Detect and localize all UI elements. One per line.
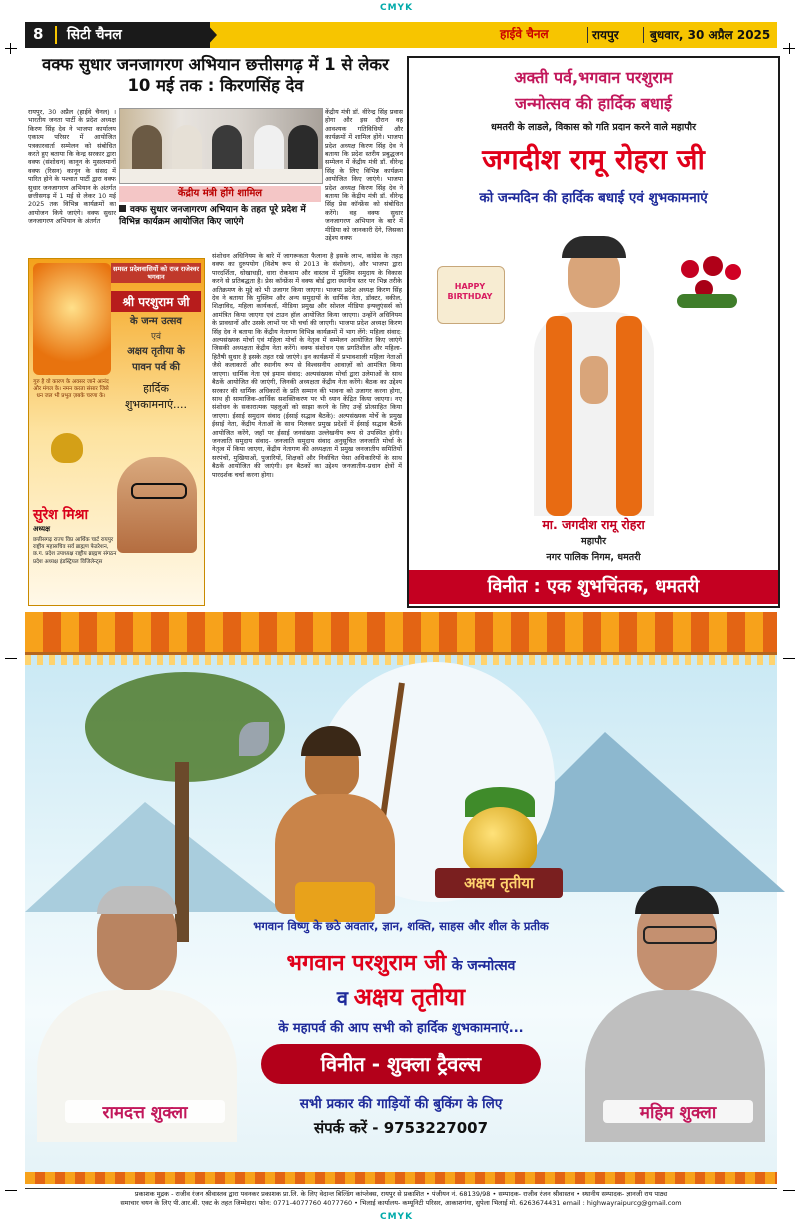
rose-bouquet-icon (671, 254, 751, 324)
divider (587, 27, 588, 43)
ad-honoree-name: जगदीश रामू रोहरा जी (482, 143, 705, 176)
cake-text: HAPPY BIRTHDAY (447, 282, 493, 301)
article-column-1: रायपुर, 30 अप्रैल (हाईवे चैनल) । भारतीय जनता पार्टी के प्रदेश अध्यक्ष किरण सिंह देव ने भाजपा कार्यालय एकात्म परिसर में आयोजित पत्रकारवार्ता सम्मेलन को संबोधित करते हुए बताया कि केन्द्र सरकार द्वारा वक्फ (संशोधन) कानून के मुसलमानों वक्फ (रिसन) कानून के संसद में पारित होने के पश्चात पार्टी द्वारा वक्फ सुधार जनजागरण अभियान के अंतर्गत छत्तीसगढ़ में 1 मई से लेकर 10 मई 2025 तक विभिन्न कार्यक्रमों का आयोजन किये जाएंगे। वक्फ सुधार जनजागरण अभियान के अंतर्गत (28, 108, 116, 226)
ad-line: जन्मोत्सव की हार्दिक बधाई (515, 94, 672, 113)
ad-line: को जन्मदिन की हार्दिक बधाई एवं शुभकामनाएं (479, 190, 708, 206)
press-conference-photo (119, 108, 323, 184)
ad-line: अक्षय तृतीया के (127, 346, 185, 357)
ad-person-role: अध्यक्ष (33, 525, 51, 533)
mandala-border-fringe (25, 655, 777, 665)
ad-line: अक्ती पर्व,भगवान परशुराम (514, 68, 673, 87)
page-number: 8 (33, 25, 44, 43)
ad-headline-2 (175, 980, 627, 1013)
ad-person-name: सुरेश मिश्रा (33, 507, 89, 523)
highlight-box-text: वक्फ सुधार जनजागरण अभियान के तहत पूरे प्रदेश में विभिन्न कार्यक्रम आयोजित किए जाएंगे (119, 205, 306, 227)
ad-headline-suffix: के जन्मोत्सव (451, 958, 516, 974)
crop-mark (10, 43, 11, 54)
suresh-mishra-ad (28, 258, 205, 606)
ad-line: के जन्म उत्सव (130, 316, 182, 327)
parshuram-illustration (33, 263, 111, 375)
caption-role: महापौर (581, 536, 606, 547)
shukla-travels-ad (25, 612, 777, 1184)
kalash-icon (455, 787, 545, 877)
ad-headline-conj: व (336, 986, 348, 1010)
akshaya-tritiya-badge: अक्षय तृतीया (435, 868, 563, 898)
ad-headline-name: भगवान परशुराम जी (286, 951, 447, 976)
ad-line: शुभकामनाएं.... (124, 398, 188, 411)
ad-headline-festival: अक्षय तृतीया (353, 983, 466, 1011)
ad-line: के महापर्व की आप सभी को हार्दिक शुभकामनाएं... (278, 1021, 524, 1036)
crop-mark (789, 43, 790, 54)
ad-line: एवं (151, 332, 161, 342)
section-title: सिटी चैनल (67, 27, 122, 43)
rohra-birthday-ad (407, 56, 780, 608)
suresh-mishra-photo (117, 457, 197, 553)
ad-line: भगवान विष्णु के छठे अवतार, ज्ञान, शक्ति, साहस और शील के प्रतीक (253, 919, 549, 933)
contact-label: संपर्क करें - (313, 1119, 379, 1137)
crop-mark (5, 658, 17, 659)
print-color-mark: CMYK (380, 3, 414, 13)
brand-name: हाईवे चैनल (500, 27, 549, 41)
ad-line: पावन पर्व की (132, 362, 180, 373)
rohra-photo (524, 216, 664, 516)
print-color-mark-bottom: CMYK (380, 1212, 414, 1222)
caption-place: नगर पालिक निगम, धमतरी (546, 552, 641, 563)
ad-line: हार्दिक (143, 382, 169, 395)
article-headline: वक्फ सुधार जनजागरण अभियान छत्तीसगढ़ में 1 से लेकर 10 मई तक : किरणसिंह देव (42, 55, 389, 95)
article-main-column: संशोधन अधिनियम के बारे में जागरूकता फैलाना है इसके लाभ, कांग्रेस के तहत वक्फ का दुरुपयोग (विशेष रूप से 2013 के संशोधन), और भाजपा द्वारा पारदर्शिता, धोखाधड़ी, धारा रोकथाम और वास्तव में मुस्लिम समुदाय के विकास करने से प्रतिबद्धता है। प्रेस कॉन्फ्रेंस में वक्फ बोर्ड द्वारा स्थानीय स्तर पर भिन्न तरीके अतिक्रमण के मुद्दे को भी उजागर किया जाएगा। भाजपा प्रदेश अध्यक्ष किरण सिंह देव ने बताया कि मुस्लिम और अन्य समुदायों के धार्मिक नेता, डॉक्टर, वकील, शिक्षाविद, महिला कार्यकर्ता, मीडिया प्रमुख और सोशल मीडिया इन्फ्लुएंसर्स को आमंत्रित किया जाएगा एवं टाउन हॉल आयोजित किया जाएगा। उन्होंने अधिनियम के प्रावधानों और उसके लाभों पर भी चर्चा की जाएगी। भाजपा प्रदेश अध्यक्ष किरण सिंह देव ने बताया कि केंद्रीय नेतागण विभिन्न कार्यक्रमों में भाग लेंगे: महिला संवाद: अल्पसंख्यक मोर्चा एवं महिला मोर्चा के नेतृत्व में सम्मेलन आयोजित किए जाएंगे जिसकी अध्यक्षता केंद्रीय नेता करेंगे। वक्फ संशोधन एक प्रगतिशील और महिला-हितैषी सुधार है इसके तहत रखे जाएंगे। इन कार्यक्रमों में प्रभावशाली महिला नेताओं जैसे कलाकारों और स्थानीय रूप से विश्वसनीय आवाज़ों को आमंत्रित किया जाएगा। धार्मिक नेता एवं इमाम संवाद: अल्पसंख्यक मोर्चा द्वारा उलेमाओं के साथ बैठकें आयोजित की जाएंगी, जिनकी अध्यक्षता केंद्रीय नेता करेंगे। बैठक का उद्देश्य सरकार की धार्मिक अधिकारों के प्रति सम्मान की भावना को उजागर करना होगा, साथ ही सामाजिक-आर्थिक सशक्तिकरण पर भी ध्यान केंद्रित किया जाएगा। नए संशोधन के सकारात्मक पहलुओं को साझा करने के लिए उन्हें प्रोत्साहित किया जाएगा। ईसाई समुदाय संवाद (ईसाई सद्भाव बैठकें): अल्पसंख्यक मोर्चे के प्रमुख ईसाई नेता, केंद्रीय नेताओं के साथ मिलकर प्रमुख प्रदेशों में ईसाई सद्भाव बैठकें आयोजित करेंगे, जहाँ पर ईसाई जनसंख्या उल्लेखनीय रूप से उपस्थित होगी। जनजाति समुदाय संवाद- जनजाति समुदाय संवाद अनुसूचित जनजाति मोर्चा के नेतृत्व में किया जाएगा, केंद्रीय नेतागण की अध्यक्षता में प्रमुख जनजातीय समितियों सरपंचों, मुखियाओं, पुजारियों, शिक्षकों और निर्वाचित पेसा अधिकारियों के साथ बैठकें आयोजित की जाएंगी। इन बैठकों का उद्देश्य जनजातीय-प्रधान क्षेत्रों में पारदर्शक चर्चा करना होगा। (212, 252, 402, 479)
right-person-name: महिम शुक्ला (603, 1100, 753, 1123)
ad-contact (175, 1118, 627, 1138)
caption-name: मा. जगदीश रामू रोहरा (542, 517, 645, 532)
divider (643, 27, 644, 43)
article-column-3: केंद्रीय मंत्री डॉ. वीरेन्द्र सिंह प्रवास होगा और इस दौरान वह आवश्यक गतिविधियों और कार्यक्रमों में शामिल होंगे। भाजपा प्रदेश अध्यक्ष किरण सिंह देव ने बताया कि प्रदेश स्तरीय प्रबुद्धजन सम्मेलन में केंद्रीय मंत्री डॉ. वीरेन्द्र सिंह के लिए विभिन्न कार्यक्रम आयोजित किए जाएंगे। भाजपा प्रदेश अध्यक्ष किरण सिंह देव ने बताया कि केंद्रीय मंत्री डॉ. वीरेन्द्र सिंह प्रेस कॉन्फ्रेंस को संबोधित करेंगे। वह वक्फ सुधार जनजागरण अभियान के बारे में मीडिया को जानकारी देंगे, जिसका उद्देश्य वक्फ (325, 108, 403, 243)
kalash-icon (51, 433, 83, 463)
issue-date: बुधवार, 30 अप्रैल 2025 (650, 28, 771, 42)
parshuram-figure (235, 682, 435, 932)
mandala-border (25, 612, 777, 655)
crop-mark (5, 48, 17, 49)
crop-mark (783, 1190, 795, 1191)
section-tab (25, 22, 210, 48)
ad-verse: गुरु है वो कारण के अवसर जाने आनंद और मंगल के। नमन करता संसार जिसे धन जल भी प्रभुत ज़बके चरणा के। (33, 379, 109, 399)
ad-line: सभी प्रकार की गाड़ियों की बुकिंग के लिए (299, 1096, 503, 1112)
imprint-line-1: प्रकाशक मुद्रक - राजीव रंजन श्रीवास्तव द्वारा पवनकर प्रकाशक प्रा.लि. के लिए वेदान्त बिल्डिंग कांप्लेक्स, रायपुर से प्रकाशित • पंजीयन नं. 68139/98 • सम्पादक- राजीव रंजन श्रीवास्तव • स्थानीय सम्पादक- ज्ञानजी राय पाठ्य (134, 1190, 668, 1198)
ad-footer-banner: विनीत : एक शुभचिंतक, धमतरी (409, 570, 778, 604)
highlight-box-title: केंद्रीय मंत्री होंगे शामिल (119, 186, 321, 202)
imprint-footer (25, 1190, 777, 1208)
ad-sponsor-banner: विनीत - शुक्ला ट्रैवल्स (261, 1044, 541, 1084)
edition-city: रायपुर (592, 28, 619, 42)
birthday-cake-icon (433, 256, 507, 326)
mandala-border-bottom (25, 1172, 777, 1184)
ad-deity-name: श्री परशुराम जी (111, 291, 201, 312)
ad-person-details: छत्तीसगढ़ राज्य विप्र आर्थिक चार्ट रायपुर राष्ट्रीय महासचिव सर्व ब्राह्मण फेडरेशन, छ.ग. प्रदेश उपाध्यक्ष राष्ट्रीय ब्राह्मण संगठन प्रदेश अध्यक्ष इंडस्ट्रियल विजिलेन्ट्स (33, 537, 117, 565)
footer-rule (25, 1188, 777, 1189)
imprint-line-2: समाचार चयन के लिए पी.आर.बी. एक्ट के तहत जिम्मेदार। फोन: 0771-4077760 4077760 • भिलाई कार्यालय- कम्यूनिटी परिसर, आकाशगंगा, सुपेला भिलाई मो. 6263674431 email : highwayraipurcg@gmail.com (120, 1199, 682, 1207)
ad-line: धमतरी के लाडले, विकास को गति प्रदान करने वाले महापौर (490, 122, 697, 133)
crop-mark (783, 658, 795, 659)
ad-headline-1 (175, 947, 627, 977)
left-person-name: रामदत्त शुक्ला (65, 1100, 225, 1123)
section-arrow (205, 22, 217, 48)
ad-top-line: समस्त प्रदेशवासियों को राज राजेश्वर भगवान (112, 265, 199, 281)
crop-mark (5, 1190, 17, 1191)
contact-phone: 9753227007 (383, 1119, 489, 1137)
